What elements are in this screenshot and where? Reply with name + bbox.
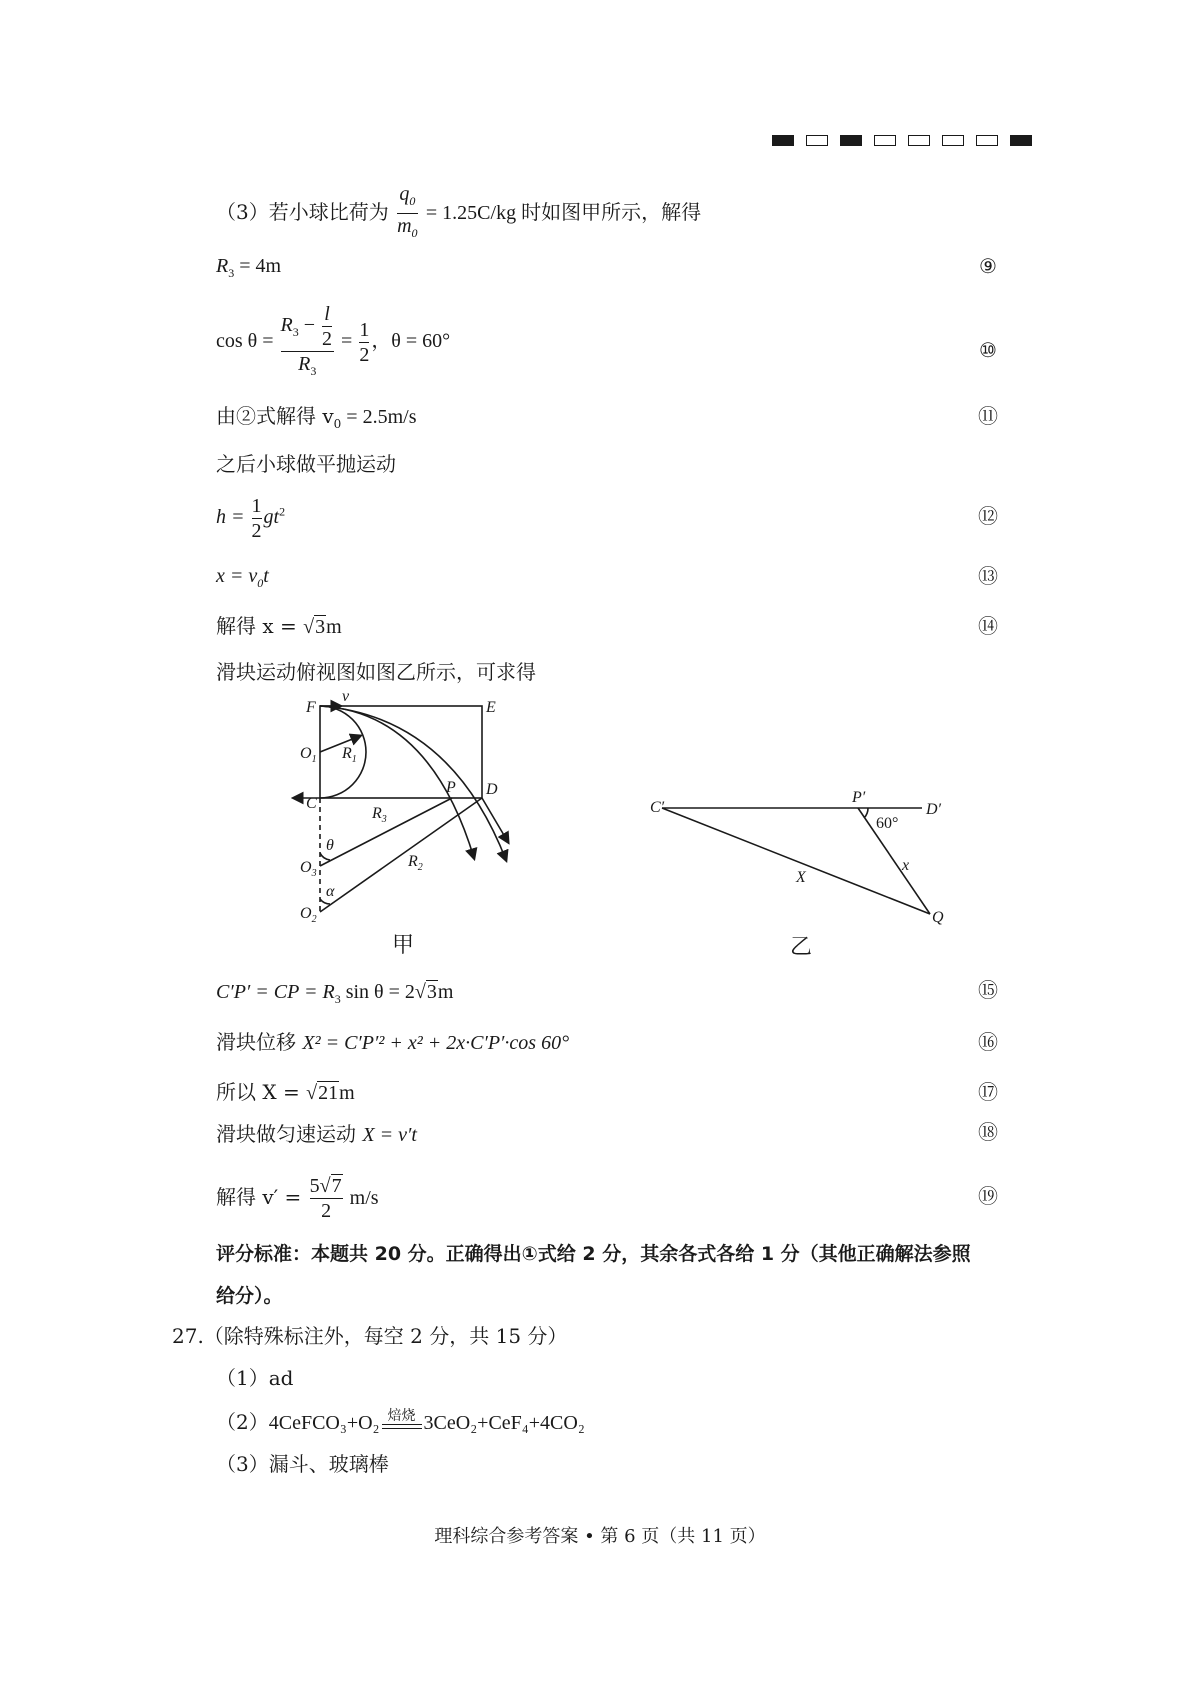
label-alpha: α xyxy=(326,883,335,900)
label-R2: $R_2$ xyxy=(408,853,423,873)
eq15-unit: m xyxy=(437,981,454,1003)
eq11-rest: = 2.5m/s xyxy=(341,406,417,428)
angle-theta xyxy=(320,853,330,860)
eq17-number: ⑰ xyxy=(978,1080,998,1104)
eq14-unit: m xyxy=(326,616,342,638)
eq11 xyxy=(216,402,416,438)
eq9-r: R xyxy=(216,255,229,277)
eq14-number: ⑭ xyxy=(978,614,998,638)
eq12-lhs: h = xyxy=(216,506,245,529)
eq18-prefix: 滑块做匀速运动 xyxy=(216,1122,363,1146)
eq16-expr: X² = C′P′² + x² + 2x·C′P′·cos 60° xyxy=(302,1032,570,1054)
eq19-rad: 7 xyxy=(331,1175,342,1197)
eq13-rest: t xyxy=(263,565,269,587)
eq12-number: ⑫ xyxy=(978,504,998,528)
label-angle-60: 60° xyxy=(876,815,899,832)
text-after: 之后小球做平抛运动 xyxy=(216,452,396,476)
figure-jia xyxy=(280,690,520,960)
eq19-unit: m/s xyxy=(344,1187,379,1209)
eq19 xyxy=(216,1174,379,1223)
label-v: v xyxy=(342,690,350,705)
eq10-eq: = xyxy=(341,330,353,353)
frac-den: m xyxy=(397,215,412,237)
eq9-sub: 3 xyxy=(228,266,235,280)
eq10 xyxy=(216,302,450,383)
eq16-prefix: 滑块位移 xyxy=(216,1030,303,1054)
eq19-frac: $\frac{5√7}{2}$ xyxy=(309,1175,342,1222)
radius-r3 xyxy=(320,798,452,866)
eq10-number: ⑩ xyxy=(979,338,997,362)
eq12-frac xyxy=(252,494,262,543)
eq10-n1-sub: 3 xyxy=(292,325,299,340)
eq13 xyxy=(216,562,269,597)
label-P-prime: P′ xyxy=(852,790,866,806)
eq14-rad: 3 xyxy=(315,616,326,638)
eq17: 所以 X = √21m xyxy=(216,1080,355,1104)
q27-answer1: （1）ad xyxy=(216,1366,294,1390)
eq11-text: 由②式解得 v xyxy=(216,404,334,428)
eq19-five: 5 xyxy=(309,1175,320,1197)
header-mark xyxy=(806,135,828,146)
eq9 xyxy=(216,252,281,287)
eq10-lhs: cos θ = xyxy=(216,330,274,353)
eq10-l: l xyxy=(324,303,330,325)
eq13-sub: 0 xyxy=(257,576,264,590)
caption-jia: 甲 xyxy=(392,933,415,958)
eq16 xyxy=(216,1028,569,1057)
eq12-two: 2 xyxy=(251,520,262,542)
trajectory-2 xyxy=(320,706,506,860)
radius-r1 xyxy=(320,736,360,752)
header-mark xyxy=(1010,135,1032,146)
eq19-prefix: 解得 v′ = xyxy=(216,1185,308,1209)
q27-a2-prefix: （2） xyxy=(216,1410,269,1434)
q27-a2-right: 3CeO₂+CeF₄+4CO₂ xyxy=(423,1412,585,1434)
q27-a2-cond: 焙烧 xyxy=(387,1408,416,1424)
eq9-number: ⑨ xyxy=(979,254,997,278)
part3-line xyxy=(216,182,701,245)
part3-prefix: （3）若小球比荷为 xyxy=(216,200,389,224)
eq10-one: 1 xyxy=(359,319,370,341)
label-x: x xyxy=(902,857,910,874)
eq12-sup: 2 xyxy=(279,504,286,519)
scoring-line2: 给分）。 xyxy=(216,1285,283,1307)
header-mark xyxy=(874,135,896,146)
label-theta: θ xyxy=(326,837,334,854)
eq15-rest: sin θ = 2 xyxy=(340,981,415,1003)
label-X: X xyxy=(796,869,806,886)
eq11-sub: 0 xyxy=(333,417,342,431)
header-mark xyxy=(908,135,930,146)
charge-mass-fraction: $\frac{q_0}{m_0}$ xyxy=(397,182,417,245)
label-R3: $R_3$ xyxy=(372,805,387,825)
eq14: 解得 x = √3m xyxy=(216,614,342,638)
eq15: C′P′ = CP = $R_3$ sin θ = 2√3m xyxy=(216,981,454,1006)
eq19-two: 2 xyxy=(310,1198,343,1223)
label-O2: $O_2$ xyxy=(300,905,317,925)
eq10-n1: R xyxy=(280,314,293,337)
eq10-rest: ，θ = 60° xyxy=(371,330,451,353)
eq10-l-frac xyxy=(322,302,332,351)
eq18 xyxy=(216,1120,417,1149)
frac-num: q xyxy=(399,183,410,205)
label-O1: $O_1$ xyxy=(300,745,317,765)
eq15-text: C′P′ = CP = R xyxy=(216,981,335,1003)
eq16-number: ⑯ xyxy=(978,1030,998,1054)
figure-yi xyxy=(640,790,960,960)
label-C: C xyxy=(306,795,317,812)
q27-heading: 27.（除特殊标注外，每空 2 分，共 15 分） xyxy=(172,1324,568,1348)
label-Q: Q xyxy=(932,909,944,926)
caption-yi: 乙 xyxy=(790,935,813,960)
eq10-d-sub: 3 xyxy=(310,364,317,378)
eq9-rest: = 4m xyxy=(234,255,282,277)
q27-a2-left: 4CeFCO₃+O₂ xyxy=(268,1412,380,1434)
label-C-prime: C′ xyxy=(650,799,665,816)
eq12 xyxy=(216,494,285,543)
eq17-prefix: 所以 X = xyxy=(216,1080,307,1104)
text-view: 滑块运动俯视图如图乙所示，可求得 xyxy=(216,660,536,684)
eq15-number: ⑮ xyxy=(978,978,998,1002)
angle-60 xyxy=(864,808,868,818)
header-marks xyxy=(772,135,1032,146)
eq17-rad: 21 xyxy=(318,1082,339,1104)
eq19-number: ⑲ xyxy=(978,1184,998,1208)
label-D: D xyxy=(486,781,498,798)
eq18-expr: X = v′t xyxy=(362,1124,417,1146)
eq10-half xyxy=(359,318,369,367)
eq12-one: 1 xyxy=(251,495,262,517)
label-D-prime: D′ xyxy=(926,801,942,818)
label-P: P xyxy=(446,779,456,796)
q27-answer2 xyxy=(216,1408,585,1437)
eq10-half-two: 2 xyxy=(359,344,370,366)
eq10-two: 2 xyxy=(322,328,333,350)
header-mark xyxy=(840,135,862,146)
reaction-condition xyxy=(382,1408,422,1437)
eq15-rad: 3 xyxy=(426,981,437,1003)
scoring-line1: 评分标准：本题共 20 分。正确得出①式给 2 分，其余各式各给 1 分（其他正确解法参照 xyxy=(216,1243,971,1265)
eq13-lhs: x = v xyxy=(216,565,258,587)
eq14-prefix: 解得 x = xyxy=(216,614,304,638)
label-R1: $R_1$ xyxy=(342,745,357,765)
header-mark xyxy=(772,135,794,146)
label-O3: $O_3$ xyxy=(300,859,317,879)
label-E: E xyxy=(486,699,496,716)
eq10-frac: $R_3$ − $\frac{l}{2}$ $R_3$ xyxy=(281,302,335,383)
eq12-rest: gt xyxy=(263,506,280,529)
label-F: F xyxy=(306,699,316,716)
eq11-number: ⑪ xyxy=(978,404,998,428)
header-mark xyxy=(942,135,964,146)
eq17-unit: m xyxy=(339,1082,355,1104)
eq10-d: R xyxy=(298,353,311,375)
page-footer: 理科综合参考答案 • 第 6 页（共 11 页） xyxy=(434,1526,766,1547)
q27-answer3: （3）漏斗、玻璃棒 xyxy=(216,1452,389,1476)
eq15-sub: 3 xyxy=(334,992,341,1006)
eq13-number: ⑬ xyxy=(978,564,998,588)
part3-suffix: = 1.25C/kg 时如图甲所示，解得 xyxy=(425,202,702,224)
header-mark xyxy=(976,135,998,146)
eq18-number: ⑱ xyxy=(978,1120,998,1144)
